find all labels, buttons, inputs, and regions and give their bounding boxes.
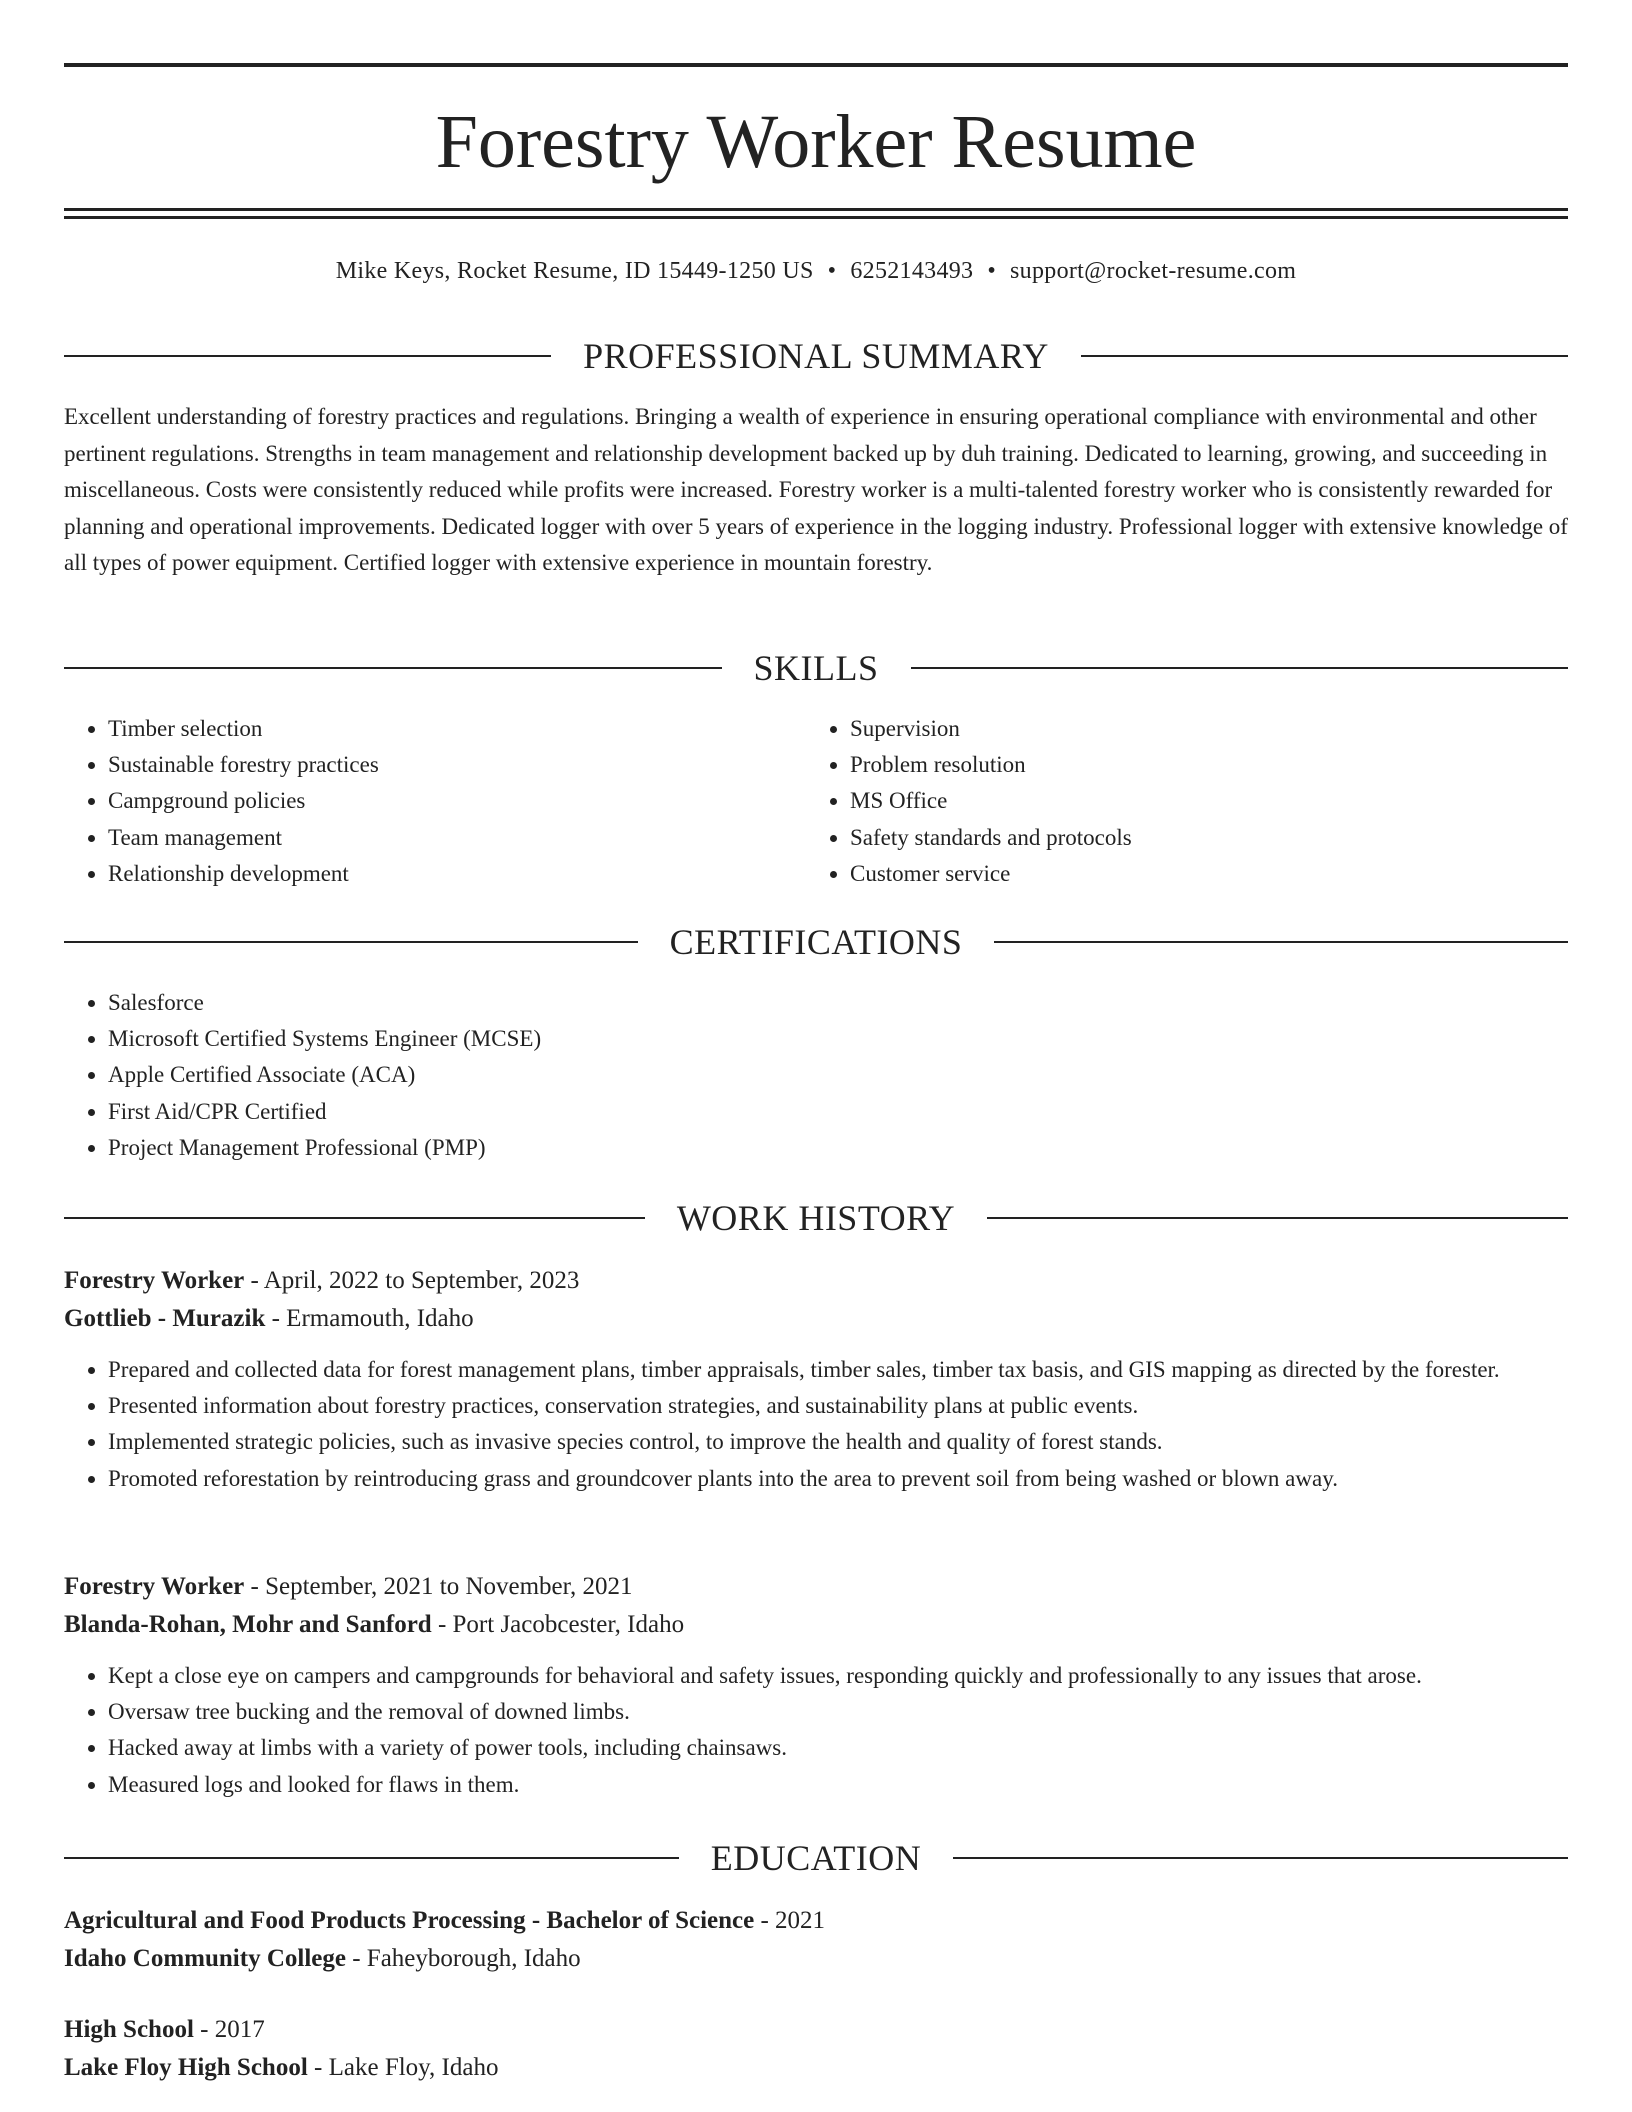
education-degree: High School <box>64 2016 194 2043</box>
heading-rule <box>994 941 1568 943</box>
contact-separator: • <box>987 258 997 284</box>
section-title: WORK HISTORY <box>676 1198 956 1238</box>
job-title-line <box>64 1262 1568 1300</box>
job-duty: • Implemented strategic policies, such as invasive species control, to improve the health and quality of forest stands. <box>108 1424 1568 1460</box>
job-duty: • Kept a close eye on campers and campgrounds for behavioral and safety issues, responding quickly and professionally to any issues that arose. <box>108 1658 1568 1694</box>
education-entry <box>64 2011 1568 2087</box>
education-school: Idaho Community College <box>64 1945 346 1972</box>
skills-right-column <box>806 711 1506 892</box>
heading-rule <box>64 1857 679 1859</box>
title-rule-upper <box>64 208 1568 211</box>
top-rule <box>64 63 1568 67</box>
title-rule-lower <box>64 216 1568 219</box>
job-duty: • Prepared and collected data for forest management plans, timber appraisals, timber sales, timber tax basis, and GIS mapping as directed by the forester. <box>108 1352 1568 1388</box>
job-title: Forestry Worker <box>64 1267 245 1294</box>
contact-email: support@rocket-resume.com <box>1010 258 1297 284</box>
certification-item: • Microsoft Certified Systems Engineer (MCSE) <box>108 1021 1064 1057</box>
job-company: Blanda-Rohan, Mohr and Sanford <box>64 1611 432 1638</box>
skill-item: • Supervision <box>850 711 1506 747</box>
resume-title: Forestry Worker Resume <box>435 100 1197 184</box>
education-school-line <box>64 2049 1568 2087</box>
job-company-line <box>64 1606 1568 1644</box>
heading-rule <box>64 355 551 357</box>
skill-item: • Campground policies <box>108 783 764 819</box>
certifications-list <box>64 985 1064 1166</box>
education-degree-line <box>64 2011 1568 2049</box>
skill-item: • MS Office <box>850 783 1506 819</box>
certification-item: • Project Management Professional (PMP) <box>108 1130 1064 1166</box>
education-degree-line <box>64 1902 1568 1940</box>
certification-item: • Apple Certified Associate (ACA) <box>108 1057 1064 1093</box>
job-duties <box>64 1658 1568 1803</box>
skill-item: • Customer service <box>850 856 1506 892</box>
contact-phone: 6252143493 <box>850 258 974 284</box>
section-title: PROFESSIONAL SUMMARY <box>583 336 1049 376</box>
skill-item: • Safety standards and protocols <box>850 820 1506 856</box>
job-dates: - April, 2022 to September, 2023 <box>244 1267 580 1294</box>
heading-rule <box>64 941 638 943</box>
contact-line <box>64 256 1568 286</box>
heading-rule <box>911 667 1569 669</box>
education-entry <box>64 1902 1568 1978</box>
job-duty: • Oversaw tree bucking and the removal of downed limbs. <box>108 1694 1568 1730</box>
education-location: - Faheyborough, Idaho <box>345 1945 581 1972</box>
education-year: - 2017 <box>193 2016 265 2043</box>
job-duty: • Presented information about forestry practices, conservation strategies, and sustainability plans at public events. <box>108 1388 1568 1424</box>
heading-rule <box>1081 355 1568 357</box>
summary-text: Excellent understanding of forestry practices and regulations. Bringing a wealth of experience in ensuring operational compliance with environmental and other pertinent regulations. Strengths in team management and relationship development backed up by duh training. Dedicated to learning, growing, and succeeding in miscellaneous. Costs were consistently reduced while profits were increased. Forestry worker is a multi-talented forestry worker who is consistently rewarded for planning and operational improvements. Dedicated logger with over 5 years of experience in the logging industry. Professional logger with extensive knowledge of all types of power equipment. Certified logger with extensive experience in mountain forestry. <box>64 404 1568 575</box>
work-history-heading <box>64 1198 1568 1238</box>
skills-heading <box>64 648 1568 688</box>
certification-item: • Salesforce <box>108 985 1064 1021</box>
skills-left-column <box>64 711 764 892</box>
job-location: - Ermamouth, Idaho <box>265 1305 474 1332</box>
section-title: SKILLS <box>753 648 879 688</box>
job-duty: • Promoted reforestation by reintroducing grass and groundcover plants into the area to prevent soil from being washed or blown away. <box>108 1461 1568 1497</box>
section-title: EDUCATION <box>710 1838 922 1878</box>
job-duties <box>64 1352 1568 1497</box>
certifications-heading <box>64 922 1568 962</box>
job-company-line <box>64 1300 1568 1338</box>
education-school-line <box>64 1940 1568 1978</box>
skill-item: • Team management <box>108 820 764 856</box>
heading-rule <box>987 1217 1568 1219</box>
heading-rule <box>953 1857 1568 1859</box>
heading-rule <box>64 667 722 669</box>
job-location: - Port Jacobcester, Idaho <box>431 1611 685 1638</box>
education-location: - Lake Floy, Idaho <box>307 2054 499 2081</box>
job-company: Gottlieb - Murazik <box>64 1305 266 1332</box>
skill-item: • Timber selection <box>108 711 764 747</box>
contact-separator: • <box>827 258 837 284</box>
job-title: Forestry Worker <box>64 1573 245 1600</box>
skill-item: • Problem resolution <box>850 747 1506 783</box>
education-heading <box>64 1838 1568 1878</box>
job-entry <box>64 1262 1568 1497</box>
summary-heading <box>64 336 1568 376</box>
job-duty: • Hacked away at limbs with a variety of power tools, including chainsaws. <box>108 1730 1568 1766</box>
education-school: Lake Floy High School <box>64 2054 308 2081</box>
education-year: - 2021 <box>754 1907 826 1934</box>
heading-rule <box>64 1217 645 1219</box>
job-title-line <box>64 1568 1568 1606</box>
certification-item: • First Aid/CPR Certified <box>108 1094 1064 1130</box>
contact-address: Mike Keys, Rocket Resume, ID 15449-1250 US <box>335 258 814 284</box>
skill-item: • Sustainable forestry practices <box>108 747 764 783</box>
skill-item: • Relationship development <box>108 856 764 892</box>
education-degree: Agricultural and Food Products Processing - Bachelor of Science <box>64 1907 755 1934</box>
job-duty: • Measured logs and looked for flaws in them. <box>108 1767 1568 1803</box>
job-dates: - September, 2021 to November, 2021 <box>244 1573 633 1600</box>
job-entry <box>64 1568 1568 1803</box>
section-title: CERTIFICATIONS <box>669 922 963 962</box>
